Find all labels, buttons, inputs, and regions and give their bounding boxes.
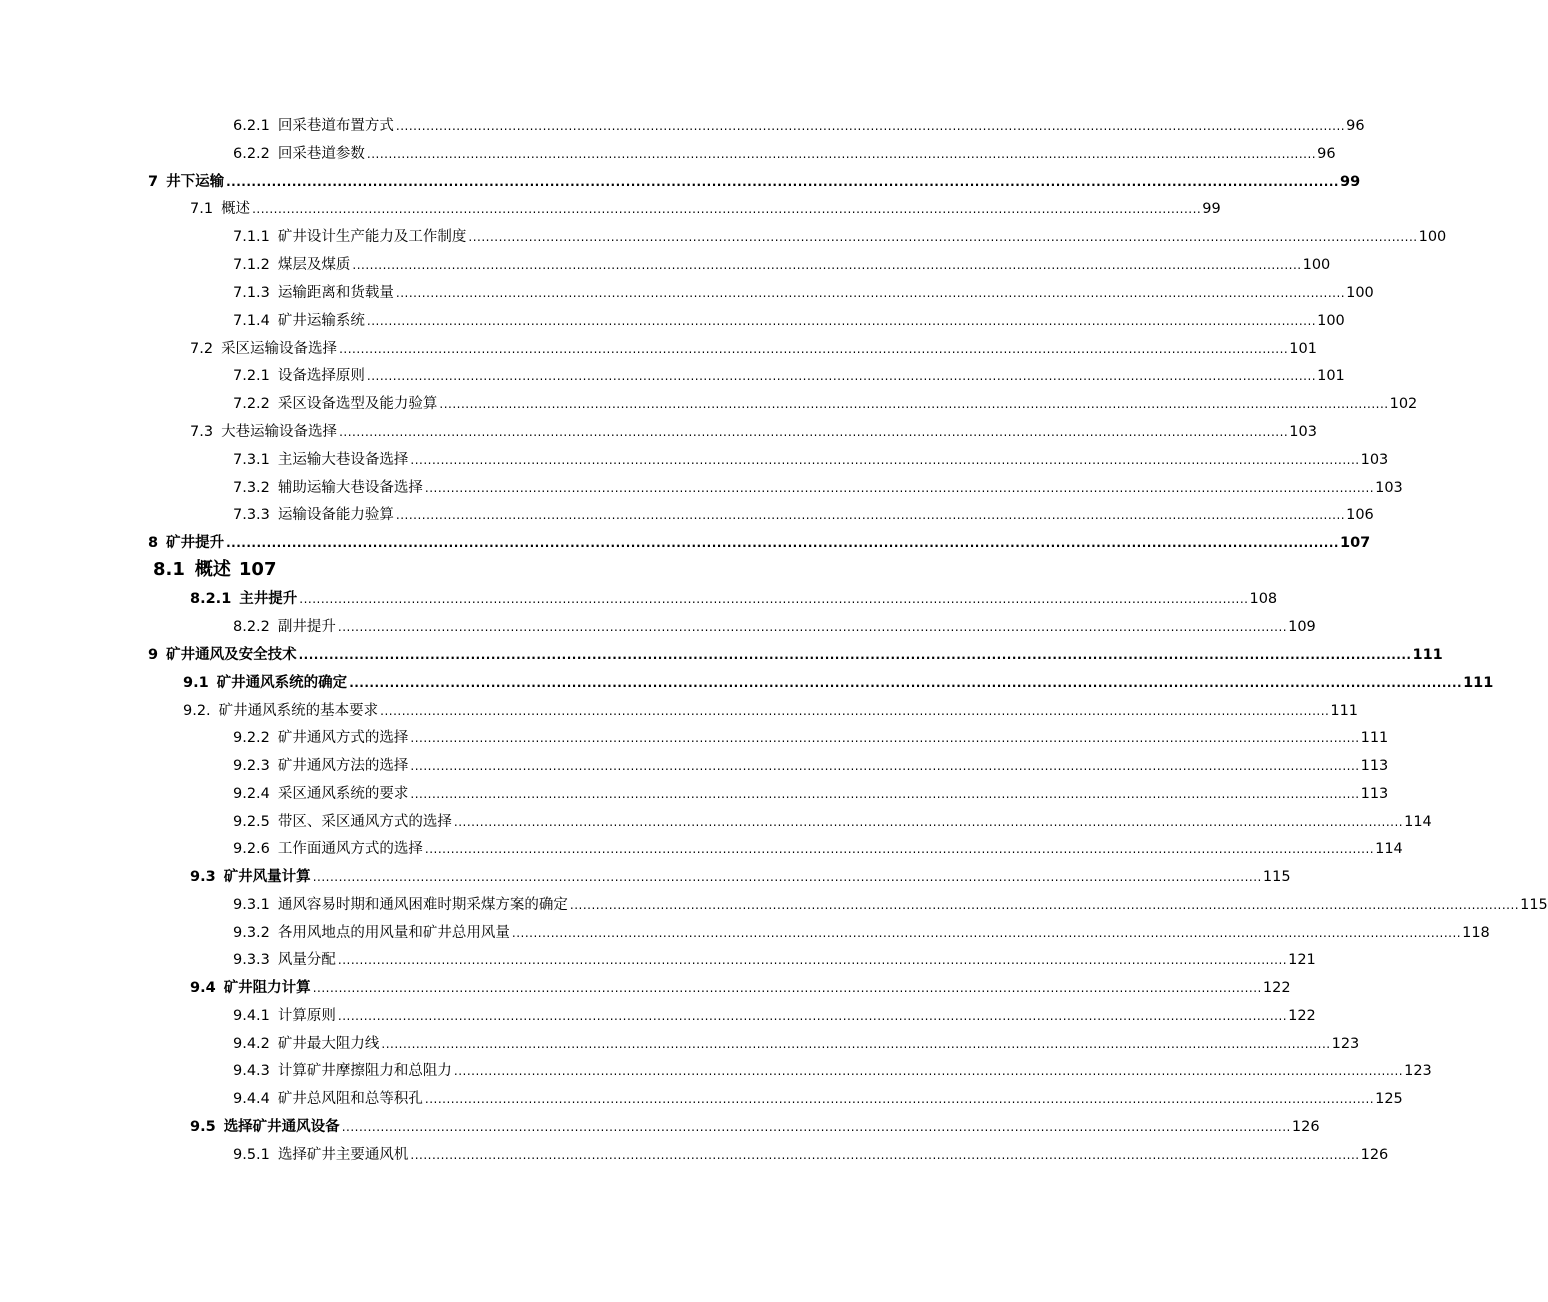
toc-entry[interactable] [183,701,1359,721]
toc-entry-title: 矿井通风方法的选择 [277,758,409,774]
toc-entry-title: 运输设备能力验算 [277,507,394,523]
dot-leader: ............................................................................................................................................................................................................................ [366,369,1317,383]
toc-entry-page: 123 [1404,1063,1432,1079]
toc-entry[interactable] [153,558,500,582]
toc-entry-number: 8.2.2 [233,619,270,635]
toc-entry-number: 7.3 [190,424,214,440]
toc-entry-page: 125 [1375,1091,1403,1107]
toc-entry-title: 选择矿井通风设备 [223,1119,340,1135]
toc-entry-page: 115 [1262,869,1291,885]
toc-entry-page: 113 [1360,786,1389,802]
toc-entry[interactable] [233,1145,1389,1165]
toc-entry-title: 矿井阻力计算 [223,980,311,996]
toc-entry-number: 7.3.1 [233,452,270,468]
toc-entry-title: 设备选择原则 [277,368,365,384]
toc-entry-page: 100 [1346,285,1374,301]
toc-entry-title: 矿井通风方式的选择 [277,730,409,746]
toc-entry-title: 副井提升 [277,619,336,635]
toc-entry-number: 7.3.2 [233,480,270,496]
dot-leader: ............................................................................................................................................................................................................................ [341,1120,1291,1134]
toc-entry-page: 114 [1404,814,1432,830]
toc-entry-title: 主井提升 [239,591,298,607]
dot-leader: ............................................................................................................................................................................................................................ [453,1064,1404,1078]
toc-entry[interactable] [233,505,1374,525]
dot-leader: ............................................................................................................................................................................................................................ [366,314,1317,328]
dot-leader: ............................................................................................................................................................................................................................ [395,286,1346,300]
toc-entry-page: 99 [1339,174,1361,190]
toc-entry-title: 主运输大巷设备选择 [277,452,409,468]
toc-entry-page: 106 [1346,507,1374,523]
toc-entry-number: 9.2. [183,703,211,719]
toc-entry-title: 矿井设计生产能力及工作制度 [277,229,467,245]
toc-entry-title: 采区设备选型及能力验算 [277,396,438,412]
toc-entry[interactable] [233,812,1432,832]
dot-leader: ............................................................................................................................................................................................................................ [352,258,1302,272]
toc-entry-number: 7.1.2 [233,257,270,273]
toc-entry[interactable] [148,533,1371,553]
toc-entry-page: 101 [1289,341,1317,357]
dot-leader: ............................................................................................................................................................................................................................ [337,620,1288,634]
dot-leader: ............................................................................................................................................................................................................................ [410,759,1360,773]
toc-entry-title: 通风容易时期和通风困难时期采煤方案的确定 [277,897,568,913]
toc-entry-number: 7.1.3 [233,285,270,301]
toc-entry-title: 回采巷道布置方式 [277,118,394,134]
toc-entry-number: 9.4 [190,980,216,996]
dot-leader: ............................................................................................................................................................................................................................ [381,1037,1331,1051]
toc-entry[interactable] [190,199,1221,219]
toc-entry-page: 118 [1462,925,1490,941]
toc-entry-page: 111 [1360,730,1389,746]
toc-entry-page: 114 [1375,841,1403,857]
toc-entry[interactable] [233,950,1316,970]
toc-entry-title: 回采巷道参数 [277,146,365,162]
dot-leader: ............................................................................................................................................................................................................................ [380,704,1330,718]
toc-entry-title: 矿井最大阻力线 [277,1036,380,1052]
dot-leader: ............................................................................................................................................................................................................................ [453,815,1404,829]
toc-entry-number: 7.1.4 [233,313,270,329]
dot-leader: ............................................................................................................................................................................................................................ [339,425,1289,439]
dot-leader: ............................................................................................................................................................................................................................ [439,397,1389,411]
toc-entry-page: 111 [1463,675,1494,691]
dot-leader: ............................................................................................................................................................................................................................ [410,1148,1360,1162]
toc-entry-title: 采区通风系统的要求 [277,786,409,802]
toc-entry-page: 103 [1360,452,1389,468]
toc-entry[interactable] [190,1117,1320,1137]
toc-entry[interactable] [233,923,1490,943]
toc-entry-page: 100 [1418,229,1447,245]
toc-entry-number: 8.1 [153,559,185,580]
toc-entry-title: 矿井运输系统 [277,313,365,329]
dot-leader: ............................................................................................................................................................................................................................ [312,981,1262,995]
dot-leader: ............................................................................................................................................................................................................................ [410,453,1360,467]
toc-entry[interactable] [233,756,1389,776]
toc-entry-number: 9.2.6 [233,841,270,857]
toc-entry[interactable] [233,255,1331,275]
toc-entry-page: 96 [1317,146,1336,162]
dot-leader: ............................................................................................................................................................................................................................ [395,119,1346,133]
toc-entry[interactable] [233,311,1345,331]
toc-entry-number: 7.3.3 [233,507,270,523]
toc-entry-page: 126 [1291,1119,1320,1135]
toc-entry[interactable] [233,116,1365,136]
toc-entry[interactable] [233,1089,1403,1109]
toc-entry[interactable] [148,172,1361,192]
toc-entry-number: 9.3.3 [233,952,270,968]
toc-entry-number: 9 [148,647,159,663]
toc-entry-title: 风量分配 [277,952,336,968]
toc-entry-title: 煤层及煤质 [277,257,351,273]
toc-entry-number: 9.2.3 [233,758,270,774]
toc-entry-number: 7 [148,174,159,190]
toc-entry-title: 计算矿井摩擦阻力和总阻力 [277,1063,452,1079]
toc-entry-number: 9.2.4 [233,786,270,802]
toc-entry-number: 9.4.4 [233,1091,270,1107]
toc-entry-number: 9.2.5 [233,814,270,830]
dot-leader: ............................................................................................................................................................................................................................ [299,592,1249,606]
dot-leader: ............................................................................................................................................................................................................................ [569,898,1520,912]
toc-entry-page: 103 [1289,424,1317,440]
toc-entry[interactable] [233,478,1403,498]
dot-leader: ............................................................................................................................................................................................................................ [312,870,1262,884]
toc-entry-number: 7.2.1 [233,368,270,384]
dot-leader: ............................................................................................................................................................................................................................ [511,926,1462,940]
toc-entry[interactable] [233,227,1447,247]
toc-entry-title: 运输距离和货载量 [277,285,394,301]
toc-entry-page: 100 [1317,313,1345,329]
toc-entry-page: 100 [1302,257,1331,273]
toc-entry-page: 111 [1330,703,1359,719]
toc-entry-number: 8.2.1 [190,591,232,607]
dot-leader: ............................................................................................................................................................................................................................ [298,648,1412,662]
toc-entry[interactable] [233,1006,1316,1026]
toc-entry-page: 101 [1317,368,1345,384]
toc-entry[interactable] [190,589,1278,609]
toc-entry-number: 6.2.1 [233,118,270,134]
dot-leader: ............................................................................................................................................................................................................................ [410,787,1360,801]
toc-entry[interactable] [233,728,1389,748]
dot-leader: ............................................................................................................................................................................................................................ [349,676,1463,690]
toc-entry[interactable] [233,617,1316,637]
toc-entry-number: 7.2.2 [233,396,270,412]
toc-entry-number: 9.5.1 [233,1147,270,1163]
toc-entry-page: 111 [1412,647,1443,663]
toc-entry-title: 计算原则 [277,1008,336,1024]
toc-entry[interactable] [190,978,1291,998]
toc-entry[interactable] [233,283,1374,303]
toc-entry-title: 矿井通风系统的基本要求 [218,703,379,719]
toc-entry-page: 99 [1202,201,1221,217]
toc-entry[interactable] [190,422,1317,442]
toc-entry[interactable] [233,839,1403,859]
toc-entry-number: 9.4.3 [233,1063,270,1079]
toc-entry-title: 概述 [194,559,231,580]
toc-entry-page: 121 [1288,952,1316,968]
toc-entry-page: 115 [1520,897,1548,913]
toc-entry[interactable] [233,784,1389,804]
dot-leader: ............................................................................................................................................................................................................................ [226,536,1339,550]
dot-leader: ............................................................................................................................................................................................................................ [252,202,1202,216]
toc-entry-title: 矿井提升 [166,535,225,551]
toc-entry[interactable] [233,144,1336,164]
toc-entry-number: 7.1.1 [233,229,270,245]
toc-entry-number: 6.2.2 [233,146,270,162]
dot-leader: ............................................................................................................................................................................................................................ [424,842,1375,856]
toc-entry[interactable] [233,1034,1360,1054]
toc-entry-page: 107 [1339,535,1371,551]
dot-leader: ............................................................................................................................................................................................................................ [339,342,1289,356]
dot-leader: ............................................................................................................................................................................................................................ [424,481,1375,495]
dot-leader: ............................................................................................................................................................................................................................ [366,147,1317,161]
dot-leader: ............................................................................................................................................................................................................................ [337,953,1288,967]
dot-leader: ............................................................................................................................................................................................................................ [395,508,1346,522]
toc-entry-page: 102 [1389,396,1418,412]
toc-entry-title: 选择矿井主要通风机 [277,1147,409,1163]
toc-entry-number: 9.3.1 [233,897,270,913]
dot-leader: ............................................................................................................................................................................................................................ [468,230,1418,244]
toc-entry-number: 8 [148,535,159,551]
toc-entry-page: 108 [1249,591,1278,607]
toc-entry-number: 9.4.1 [233,1008,270,1024]
toc-entry[interactable] [190,339,1317,359]
toc-entry-page: 107 [238,559,277,580]
toc-entry[interactable] [190,867,1291,887]
toc-entry-page: 109 [1288,619,1316,635]
toc-entry[interactable] [148,645,1443,665]
toc-entry-number: 9.5 [190,1119,216,1135]
toc-entry-title: 辅助运输大巷设备选择 [277,480,423,496]
toc-entry-title: 带区、采区通风方式的选择 [277,814,452,830]
toc-entry-title: 大巷运输设备选择 [221,424,338,440]
toc-entry[interactable] [233,366,1345,386]
toc-entry[interactable] [233,1061,1432,1081]
toc-entry-title: 采区运输设备选择 [221,341,338,357]
toc-entry[interactable] [233,394,1418,414]
dot-leader: ............................................................................................................................................................................................................................ [424,1092,1375,1106]
toc-entry-page: 96 [1346,118,1365,134]
toc-entry-page: 123 [1331,1036,1360,1052]
toc-entry-number: 9.1 [183,675,209,691]
toc-entry[interactable] [233,450,1389,470]
toc-entry-number: 9.2.2 [233,730,270,746]
toc-entry-number: 7.1 [190,201,214,217]
toc-entry-title: 矿井风量计算 [223,869,311,885]
toc-entry-page: 122 [1262,980,1291,996]
toc-entry-title: 井下运输 [166,174,225,190]
toc-entry-page: 122 [1288,1008,1316,1024]
toc-entry-number: 7.2 [190,341,214,357]
dot-leader: ............................................................................................................................................................................................................................ [337,1009,1288,1023]
dot-leader: ............................................................................................................................................................................................................................ [410,731,1360,745]
toc-entry-title: 矿井通风系统的确定 [216,675,348,691]
toc-entry-title: 工作面通风方式的选择 [277,841,423,857]
toc-entry-page: 103 [1375,480,1403,496]
toc-entry-page: 113 [1360,758,1389,774]
toc-entry-title: 矿井总风阻和总等积孔 [277,1091,423,1107]
toc-entry-title: 矿井通风及安全技术 [166,647,297,663]
toc-entry[interactable] [183,673,1494,693]
toc-entry-title: 各用风地点的用风量和矿井总用风量 [277,925,510,941]
toc-entry-page: 126 [1360,1147,1389,1163]
toc-entry-number: 9.4.2 [233,1036,270,1052]
toc-entry[interactable] [233,895,1548,915]
toc-entry-title: 概述 [221,201,251,217]
toc-entry-number: 9.3 [190,869,216,885]
dot-leader: ............................................................................................................................................................................................................................ [226,175,1339,189]
toc-entry-number: 9.3.2 [233,925,270,941]
